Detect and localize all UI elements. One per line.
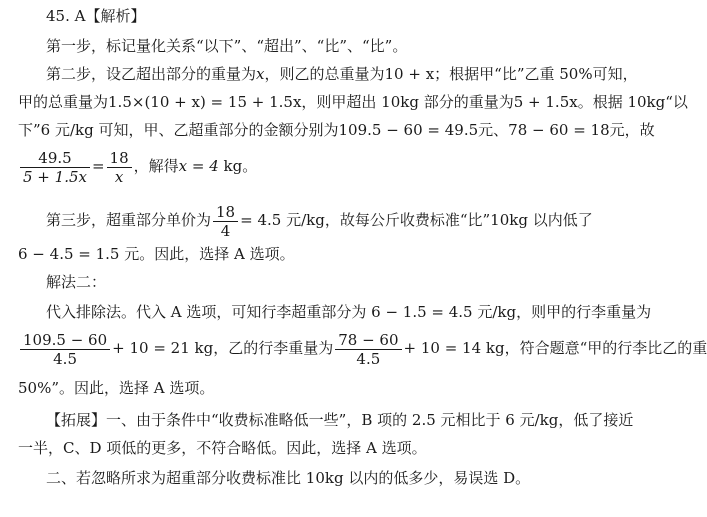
- text: = 4.5 元/kg，故每公斤收费标准“比”10kg 以内低了: [240, 211, 593, 229]
- fraction: [213, 203, 238, 240]
- text: ，解得: [133, 157, 179, 175]
- text: 甲的总重量为: [18, 93, 109, 111]
- text: ，则甲超出 10kg 部分的重量为: [301, 93, 514, 111]
- text: 第三步，超重部分单价为: [46, 211, 212, 229]
- text: 元、: [478, 121, 509, 139]
- fraction-denominator: 5 + 1.5x: [23, 167, 87, 186]
- text: + 10 = 21 kg，乙的行李重量为: [112, 339, 334, 357]
- fraction-numerator: 18: [107, 149, 132, 168]
- text: kg。: [218, 157, 258, 175]
- text: + 10 = 14 kg，符合题意“甲的行李比乙的重: [403, 339, 707, 357]
- math-expr: 109.5 − 60 = 49.5: [338, 121, 479, 139]
- fraction-denominator: 4: [220, 221, 231, 240]
- fraction-numerator: 18: [213, 203, 238, 222]
- text: 第二步，设乙超出部分的重量为: [46, 65, 257, 83]
- step-two-line-3: [18, 120, 655, 140]
- step-two-line-1: [46, 64, 638, 84]
- math-expr: 78 − 60 = 18: [508, 121, 610, 139]
- text: 元，故: [609, 121, 655, 139]
- method-two-line-1: 代入排除法。代入 A 选项，可知行李超重部分为 6 − 1.5 = 4.5 元/kg，则甲的行李重量为: [46, 303, 652, 321]
- step-one-text: 第一步，标记量化关系“以下”、“超出”、“比”、“比”。: [46, 37, 408, 55]
- fraction-numerator: 78 − 60: [335, 331, 401, 350]
- text: 。根据 10kg“以: [577, 93, 688, 111]
- fraction: [107, 149, 132, 186]
- math-expr: x = 4: [178, 157, 219, 175]
- equals-sign: =: [91, 157, 105, 175]
- extension-line-2: 一半，C、D 项低的更多，不符合略低。因此，选择 A 选项。: [18, 439, 427, 457]
- fraction-numerator: 49.5: [20, 149, 90, 168]
- method-two-line-2: [18, 328, 707, 368]
- fraction: [20, 149, 90, 186]
- text: ；根据甲“比”乙重 50%可知，: [434, 65, 638, 83]
- step-two-line-4: [18, 146, 588, 186]
- method-two-title: 解法二：: [46, 273, 107, 291]
- extension-line-1: 【拓展】一、由于条件中“收费标准略低一些”，B 项的 2.5 元相比于 6 元/kg，低了接近: [46, 411, 634, 429]
- math-expr: 10 + x: [384, 65, 435, 83]
- text: 下”6 元/kg 可知，甲、乙超重部分的金额分别为: [18, 121, 339, 139]
- question-heading: 45. A【解析】: [46, 7, 146, 25]
- math-expr: 1.5×(10 + x) = 15 + 1.5x: [108, 93, 302, 111]
- fraction: [20, 331, 110, 368]
- step-three-line-1: [46, 200, 593, 240]
- fraction-denominator: 4.5: [356, 349, 381, 368]
- fraction: [335, 331, 401, 368]
- text: ，则乙的总重量为: [264, 65, 385, 83]
- fraction-denominator: 4.5: [53, 349, 77, 368]
- fraction-denominator: x: [114, 167, 124, 186]
- step-three-line-2: 6 − 4.5 = 1.5 元。因此，选择 A 选项。: [18, 245, 295, 263]
- fraction-numerator: 109.5 − 60: [20, 331, 110, 350]
- extension-line-3: 二、若忽略所求为超重部分收费标准比 10kg 以内的低多少，易误选 D。: [46, 469, 531, 487]
- method-two-line-3: 50%”。因此，选择 A 选项。: [18, 379, 215, 397]
- math-var: x: [256, 65, 265, 83]
- math-expr: 5 + 1.5x: [513, 93, 578, 111]
- step-two-line-2: [18, 92, 688, 112]
